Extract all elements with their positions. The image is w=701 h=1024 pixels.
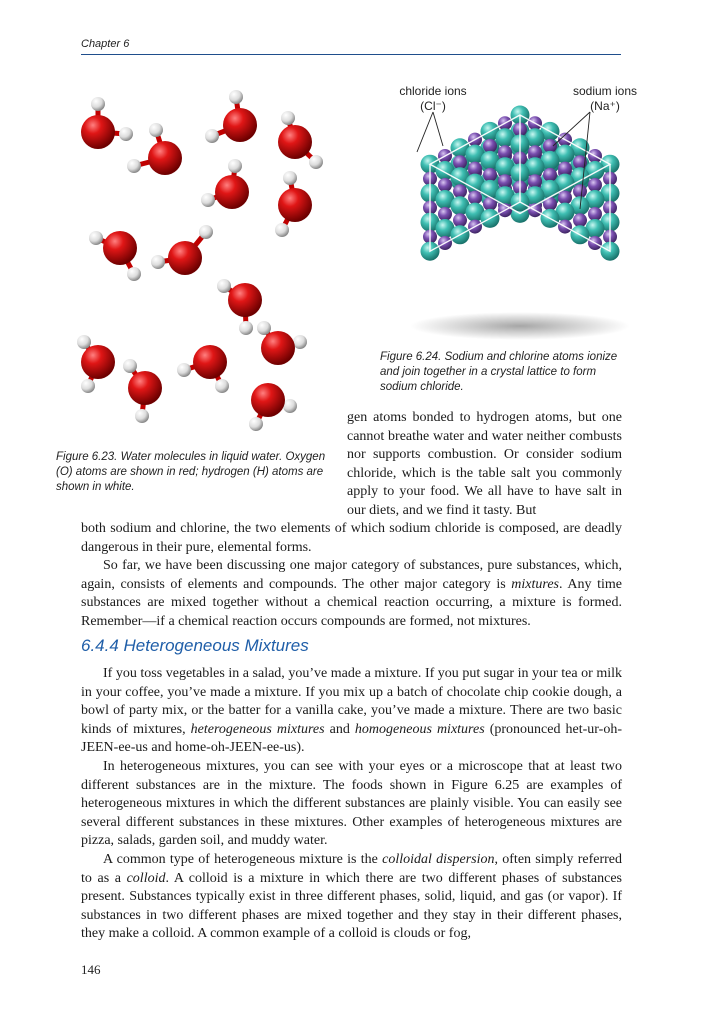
sodium-formula: (Na⁺) — [590, 99, 620, 113]
sodium-ion — [558, 191, 572, 205]
water-molecule — [151, 225, 213, 275]
oxygen-atom — [168, 241, 202, 275]
salad-text-a: If you toss vegetables in a salad, you’ve made a mixture. If you put sugar in your tea or milk in your coffee, you’ve made a mixture. If you mix up a batch of chocolate chip cookie dough, a bowl of party mix, or the batter for a vanilla cake, you’ve made a mixture. There are two basic kinds of mixtures, — [81, 666, 622, 737]
heterogeneous-term: heterogeneous mixtures — [190, 721, 325, 737]
sodium-ion — [483, 168, 497, 182]
colloid-text-b: , often simply referred to as a — [81, 851, 622, 886]
water-molecule — [89, 231, 141, 281]
hydrogen-atom — [229, 90, 243, 104]
water-molecule — [177, 345, 229, 393]
sodium-ion — [453, 184, 467, 198]
oxygen-atom — [128, 371, 162, 405]
sodium-ion — [543, 168, 557, 182]
hydrogen-atom — [283, 399, 297, 413]
figure-623-caption: Figure 6.23. Water molecules in liquid water. Oxygen (O) atoms are shown in red; hydrogen (H) atoms are shown in white. — [56, 451, 326, 493]
colloidal-dispersion-term: colloidal dispersion — [382, 851, 495, 867]
sodium-ion — [468, 162, 482, 176]
oxygen-atom — [223, 108, 257, 142]
sodium-ion — [483, 139, 497, 153]
water-molecule — [77, 335, 115, 393]
hydrogen-atom — [177, 363, 191, 377]
hydrogen-atom — [249, 417, 263, 431]
water-molecule — [205, 90, 257, 143]
colloid-paragraph — [81, 851, 622, 944]
mixtures-text-a: So far, we have been discussing one major category of substances, pure substances, which, again, consists of elements and compounds. The other major category is — [81, 558, 622, 592]
water-molecule — [257, 321, 307, 365]
sodium-ion — [543, 139, 557, 153]
sodium-ion — [573, 213, 587, 227]
oxygen-atom — [103, 231, 137, 265]
hydrogen-atom — [127, 267, 141, 281]
sodium-ion — [438, 207, 452, 221]
hydrogen-atom — [257, 321, 271, 335]
sodium-ion — [558, 162, 572, 176]
hydrogen-atom — [215, 379, 229, 393]
label-pointer-line — [417, 112, 433, 152]
heterogeneous-paragraph: In heterogeneous mixtures, you can see with your eyes or a microscope that at least two different substances are in the mixture. The foods shown in Figure 6.25 are examples of heterogeneous mixtures in which the different substances are plainly visible. You can easily see several different substances in these mixtures. Other examples of heterogeneous mixtures are pizza, salads, garden soil, and muddy water. — [81, 758, 622, 849]
label-pointer-line — [433, 112, 443, 146]
water-molecule — [278, 111, 323, 169]
sodium-label-text: sodium ions — [572, 84, 638, 98]
sodium-ion — [528, 174, 542, 188]
sodium-chloride-lattice-figure — [395, 104, 645, 344]
section-heading: 6.4.4 Heterogeneous Mixtures — [81, 636, 309, 655]
salad-text-b: and — [324, 721, 355, 737]
hydrogen-atom — [81, 379, 95, 393]
hydrogen-atom — [205, 129, 219, 143]
oxygen-atom — [81, 345, 115, 379]
homogeneous-term: homogeneous mixtures — [354, 721, 485, 737]
hydrogen-atom — [283, 171, 297, 185]
water-molecules-figure — [60, 80, 350, 445]
hydrogen-atom — [89, 231, 103, 245]
water-molecule — [127, 123, 182, 175]
hydrogen-atom — [201, 193, 215, 207]
continuation-paragraph: both sodium and chlorine, the two elements of which sodium chloride is composed, are deadly dangerous in their pure, elemental forms. — [81, 521, 622, 555]
sodium-ion — [453, 213, 467, 227]
oxygen-atom — [81, 115, 115, 149]
sodium-ion — [438, 178, 452, 192]
water-molecule — [217, 279, 262, 335]
water-molecule — [249, 383, 297, 431]
water-molecule — [275, 171, 312, 237]
body-text-top — [81, 520, 622, 632]
salad-paragraph — [81, 665, 622, 758]
sodium-ion — [573, 184, 587, 198]
chloride-label-text: chloride ions — [399, 84, 467, 98]
oxygen-atom — [215, 175, 249, 209]
mixtures-text-b: . Any time substances are mixed together without a chemical reaction occurring, a mixture is formed. Remember—if a chemical reaction occurs compounds are formed, not mixtures. — [81, 576, 622, 629]
chapter-header: Chapter 6 — [81, 38, 130, 50]
oxygen-atom — [278, 125, 312, 159]
mixtures-paragraph — [81, 557, 622, 631]
header-rule — [81, 54, 621, 55]
right-column-paragraph: gen atoms bonded to hydrogen atoms, but one cannot breathe water and water neither combusts nor supports combustion. Or consider sodium chloride, which is the table salt you commonly apply to your food. We all have to have salt in our diets, and we find it tasty. But — [347, 410, 622, 518]
hydrogen-atom — [239, 321, 253, 335]
colloid-text-c: . A colloid is a mixture in which there are two different phases of substances present. Substances typically exist in three different phases, solid, liquid, and gas (or vapor). If substances in two different phases are mixed together and they stay in their different phases, they make a colloid. A common example of a colloid is clouds or fog, — [81, 870, 622, 942]
sodium-ion — [453, 155, 467, 169]
mixtures-term: mixtures — [511, 576, 559, 592]
oxygen-atom — [278, 188, 312, 222]
sodium-ion — [588, 207, 602, 221]
water-molecule — [123, 359, 162, 423]
hydrogen-atom — [91, 97, 105, 111]
figure-624-caption: Figure 6.24. Sodium and chlorine atoms ionize and join together in a crystal lattice to form sodium chloride. — [380, 351, 618, 393]
sodium-ion — [498, 145, 512, 159]
hydrogen-atom — [293, 335, 307, 349]
hydrogen-atom — [281, 111, 295, 125]
page-number: 146 — [81, 962, 101, 977]
hydrogen-atom — [199, 225, 213, 239]
sodium-ion — [528, 145, 542, 159]
water-molecule — [201, 159, 249, 209]
hydrogen-atom — [149, 123, 163, 137]
oxygen-atom — [251, 383, 285, 417]
hydrogen-atom — [151, 255, 165, 269]
oxygen-atom — [148, 141, 182, 175]
oxygen-atom — [193, 345, 227, 379]
right-column-text — [347, 409, 622, 521]
colloid-text-a: A common type of heterogeneous mixture is the — [103, 851, 383, 867]
chloride-formula: (Cl⁻) — [420, 99, 446, 113]
hydrogen-atom — [77, 335, 91, 349]
hydrogen-atom — [119, 127, 133, 141]
hydrogen-atom — [135, 409, 149, 423]
hydrogen-atom — [217, 279, 231, 293]
salad-text-c: (pronounced het-ur-oh-JEEN-ee-us and home-oh-JEEN-ee-us). — [81, 721, 622, 756]
colloid-term: colloid — [126, 870, 166, 886]
hydrogen-atom — [228, 159, 242, 173]
oxygen-atom — [261, 331, 295, 365]
body-text-bottom — [81, 665, 622, 944]
sodium-ion — [588, 178, 602, 192]
hydrogen-atom — [127, 159, 141, 173]
hydrogen-atom — [309, 155, 323, 169]
oxygen-atom — [228, 283, 262, 317]
hydrogen-atom — [123, 359, 137, 373]
water-molecule — [81, 97, 133, 149]
sodium-ion — [468, 191, 482, 205]
sodium-ion — [498, 174, 512, 188]
hydrogen-atom — [275, 223, 289, 237]
